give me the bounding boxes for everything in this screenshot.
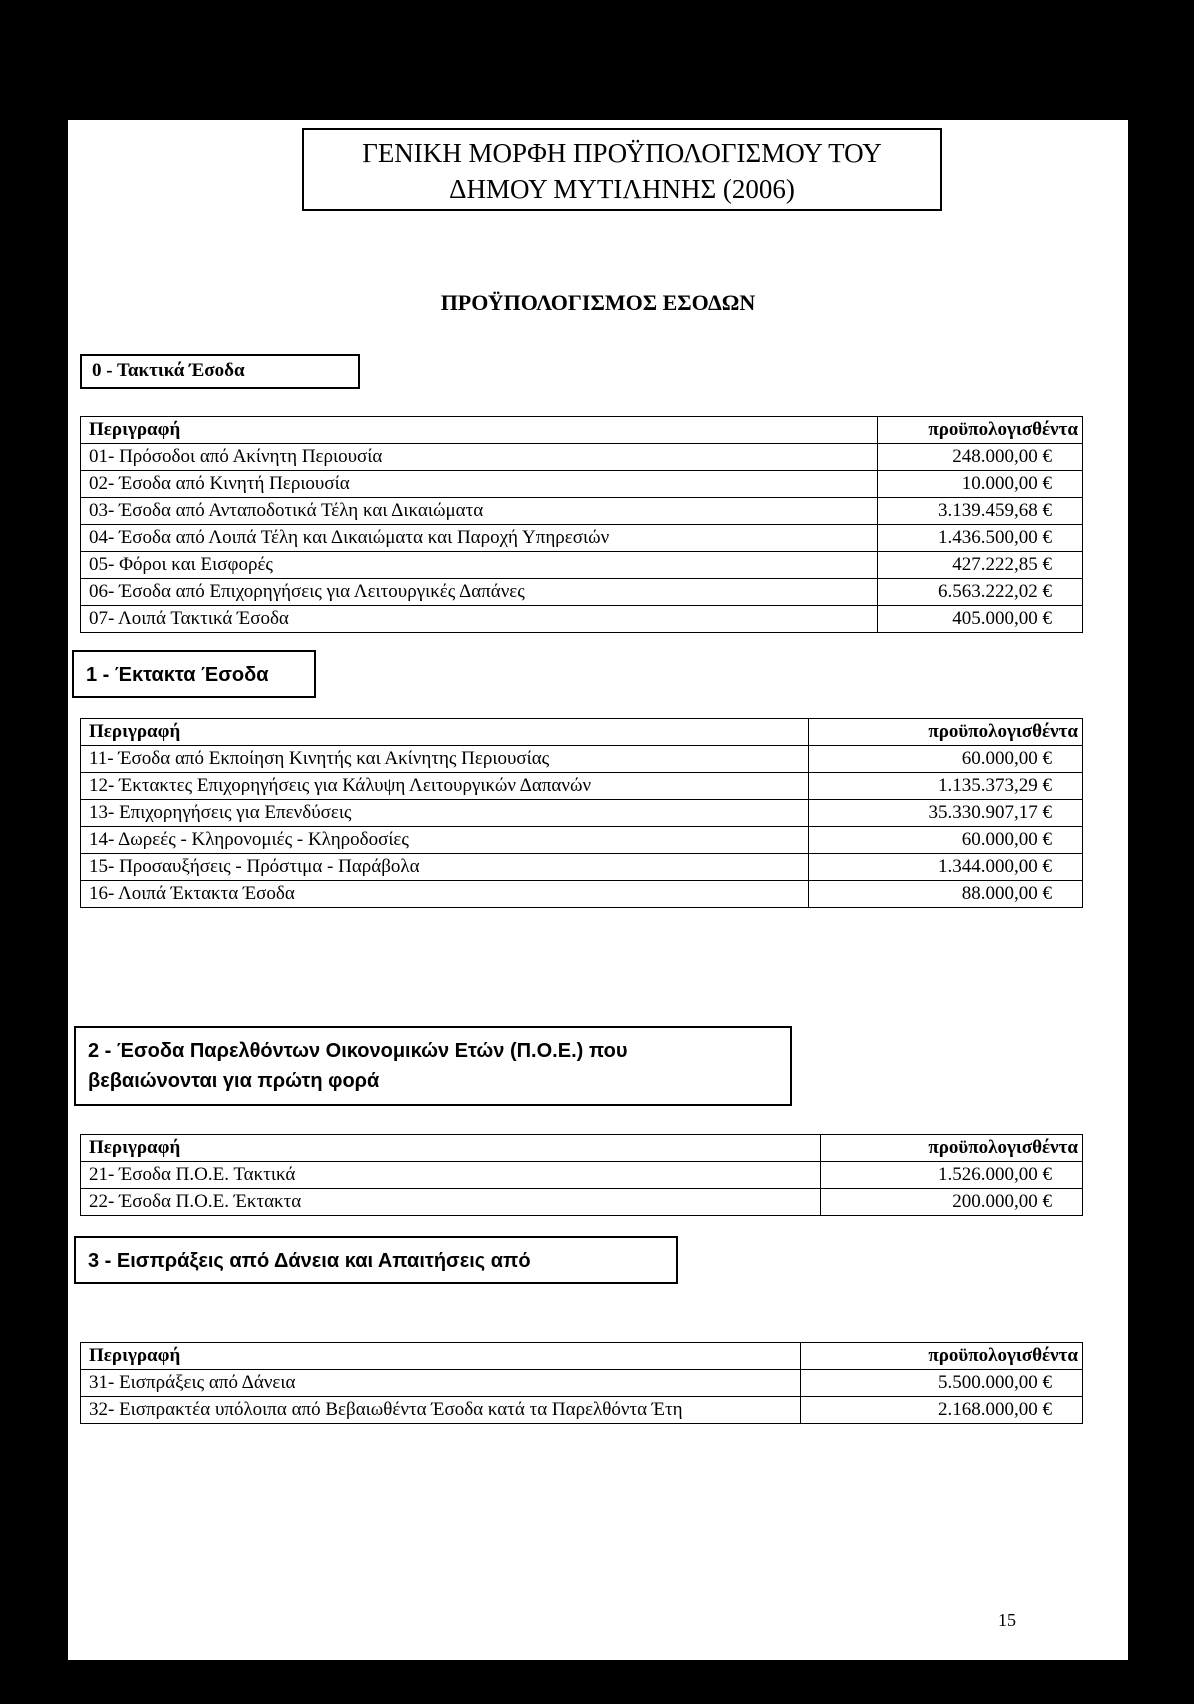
row-description: 02- Έσοδα από Κινητή Περιουσία bbox=[81, 471, 878, 498]
row-amount: 60.000,00 € bbox=[809, 827, 1083, 854]
row-amount: 60.000,00 € bbox=[809, 746, 1083, 773]
row-amount: 6.563.222,02 € bbox=[878, 579, 1083, 606]
table-row bbox=[81, 498, 1083, 525]
row-description: 12- Έκτακτες Επιχορηγήσεις για Κάλυψη Λειτουργικών Δαπανών bbox=[81, 773, 809, 800]
row-description: 16- Λοιπά Έκτακτα Έσοδα bbox=[81, 881, 809, 908]
table-row bbox=[81, 606, 1083, 633]
row-amount: 3.139.459,68 € bbox=[878, 498, 1083, 525]
row-amount: 427.222,85 € bbox=[878, 552, 1083, 579]
table-header-row bbox=[81, 1343, 1083, 1370]
row-amount: 10.000,00 € bbox=[878, 471, 1083, 498]
table-header-row bbox=[81, 1135, 1083, 1162]
row-description: 32- Εισπρακτέα υπόλοιπα από Βεβαιωθέντα Έσοδα κατά τα Παρελθόντα Έτη bbox=[81, 1397, 801, 1424]
section-3-heading bbox=[74, 1236, 678, 1284]
page-number: 15 bbox=[998, 1610, 1016, 1630]
table-header-row bbox=[81, 417, 1083, 444]
row-description: 22- Έσοδα Π.Ο.Ε. Έκτακτα bbox=[81, 1189, 821, 1216]
table-row bbox=[81, 1162, 1083, 1189]
table-row bbox=[81, 800, 1083, 827]
description-header: Περιγραφή bbox=[81, 1135, 821, 1162]
document-page bbox=[68, 120, 1128, 1660]
section-2-table bbox=[80, 1134, 1083, 1216]
description-header: Περιγραφή bbox=[81, 1343, 801, 1370]
section-2-heading bbox=[74, 1026, 792, 1106]
section-0-heading-text: 0 - Τακτικά Έσοδα bbox=[92, 360, 245, 381]
table-row bbox=[81, 525, 1083, 552]
amount-header: προϋπολογισθέντα bbox=[801, 1343, 1083, 1370]
table-row bbox=[81, 881, 1083, 908]
section-0-heading bbox=[80, 354, 360, 389]
table-row bbox=[81, 552, 1083, 579]
document-title bbox=[302, 128, 942, 211]
row-amount: 2.168.000,00 € bbox=[801, 1397, 1083, 1424]
row-amount: 88.000,00 € bbox=[809, 881, 1083, 908]
row-description: 04- Έσοδα από Λοιπά Τέλη και Δικαιώματα και Παροχή Υπηρεσιών bbox=[81, 525, 878, 552]
row-description: 14- Δωρεές - Κληρονομιές - Κληροδοσίες bbox=[81, 827, 809, 854]
table-row bbox=[81, 854, 1083, 881]
section-3-heading-text: 3 - Εισπράξεις από Δάνεια και Απαιτήσεις από bbox=[88, 1250, 531, 1272]
section-2-heading-line-1: 2 - Έσοδα Παρελθόντων Οικονομικών Ετών (Π.Ο.Ε.) που bbox=[88, 1040, 628, 1062]
amount-header: προϋπολογισθέντα bbox=[809, 719, 1083, 746]
row-description: 13- Επιχορηγήσεις για Επενδύσεις bbox=[81, 800, 809, 827]
row-description: 03- Έσοδα από Ανταποδοτικά Τέλη και Δικαιώματα bbox=[81, 498, 878, 525]
table-row bbox=[81, 827, 1083, 854]
amount-header: προϋπολογισθέντα bbox=[878, 417, 1083, 444]
table-row bbox=[81, 579, 1083, 606]
row-description: 31- Εισπράξεις από Δάνεια bbox=[81, 1370, 801, 1397]
row-description: 11- Έσοδα από Εκποίηση Κινητής και Ακίνητης Περιουσίας bbox=[81, 746, 809, 773]
table-row bbox=[81, 746, 1083, 773]
description-header: Περιγραφή bbox=[81, 417, 878, 444]
title-line-2: ΔΗΜΟΥ ΜΥΤΙΛΗΝΗΣ (2006) bbox=[449, 174, 795, 204]
row-amount: 248.000,00 € bbox=[878, 444, 1083, 471]
section-1-table bbox=[80, 718, 1083, 908]
table-row bbox=[81, 1189, 1083, 1216]
description-header: Περιγραφή bbox=[81, 719, 809, 746]
amount-header: προϋπολογισθέντα bbox=[821, 1135, 1083, 1162]
section-3-table bbox=[80, 1342, 1083, 1424]
row-description: 01- Πρόσοδοι από Ακίνητη Περιουσία bbox=[81, 444, 878, 471]
row-amount: 1.135.373,29 € bbox=[809, 773, 1083, 800]
section-1-heading bbox=[72, 650, 316, 698]
section-1-heading-text: 1 - Έκτακτα Έσοδα bbox=[86, 664, 269, 686]
row-description: 15- Προσαυξήσεις - Πρόστιμα - Παράβολα bbox=[81, 854, 809, 881]
table-row bbox=[81, 773, 1083, 800]
row-description: 07- Λοιπά Τακτικά Έσοδα bbox=[81, 606, 878, 633]
row-amount: 200.000,00 € bbox=[821, 1189, 1083, 1216]
budget-subtitle: ΠΡΟΫΠΟΛΟΓΙΣΜΟΣ ΕΣΟΔΩΝ bbox=[440, 290, 756, 315]
row-amount: 1.436.500,00 € bbox=[878, 525, 1083, 552]
row-amount: 405.000,00 € bbox=[878, 606, 1083, 633]
row-amount: 1.526.000,00 € bbox=[821, 1162, 1083, 1189]
table-row bbox=[81, 471, 1083, 498]
table-row bbox=[81, 444, 1083, 471]
section-0-table bbox=[80, 416, 1083, 633]
row-amount: 5.500.000,00 € bbox=[801, 1370, 1083, 1397]
section-2-heading-line-2: βεβαιώνονται για πρώτη φορά bbox=[88, 1070, 380, 1092]
row-description: 06- Έσοδα από Επιχορηγήσεις για Λειτουργικές Δαπάνες bbox=[81, 579, 878, 606]
table-row bbox=[81, 1370, 1083, 1397]
title-line-1: ΓΕΝΙΚΗ ΜΟΡΦΗ ΠΡΟΫΠΟΛΟΓΙΣΜΟΥ ΤΟΥ bbox=[362, 138, 882, 168]
row-amount: 35.330.907,17 € bbox=[809, 800, 1083, 827]
table-row bbox=[81, 1397, 1083, 1424]
row-amount: 1.344.000,00 € bbox=[809, 854, 1083, 881]
row-description: 05- Φόροι και Εισφορές bbox=[81, 552, 878, 579]
row-description: 21- Έσοδα Π.Ο.Ε. Τακτικά bbox=[81, 1162, 821, 1189]
table-header-row bbox=[81, 719, 1083, 746]
